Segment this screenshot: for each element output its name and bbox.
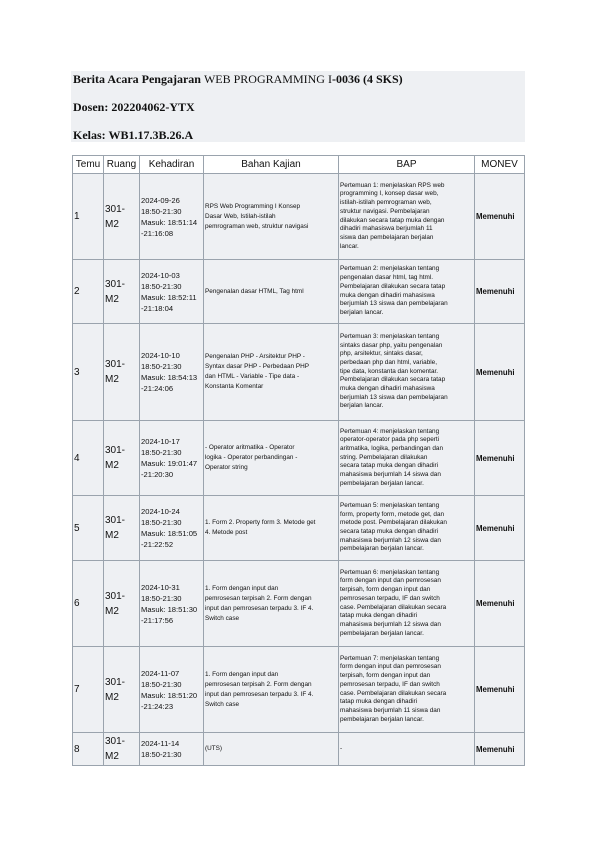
monev-status: Memenuhi bbox=[475, 324, 525, 421]
bap-line: pemrosesan terpadu, IF dan switch bbox=[340, 680, 440, 688]
bap-line: berjumlah 13 siswa dan pembelajaran bbox=[340, 300, 448, 308]
bap-line: pembelajaran berjalan lancar. bbox=[340, 545, 424, 553]
material-line: logika - Operator perbandingan - bbox=[205, 454, 298, 461]
attendance-line: 18:50-21:30 bbox=[141, 750, 182, 759]
table-row bbox=[73, 647, 525, 733]
room-cell bbox=[104, 733, 140, 766]
bap-line: Pertemuan 5: menjelaskan tentang bbox=[340, 501, 440, 509]
material-line: 4. Metode post bbox=[205, 529, 248, 536]
meeting-number: 4 bbox=[73, 421, 104, 496]
material-line: input dan pemrosesan terpadu 3. IF 4. bbox=[205, 604, 314, 612]
attendance-cell bbox=[140, 496, 204, 561]
material-cell bbox=[204, 496, 339, 561]
room-cell bbox=[104, 561, 140, 647]
attendance-line: 2024-10-10 bbox=[141, 351, 180, 360]
bap-line: siswa dan pembelajaran berjalan bbox=[340, 233, 434, 241]
bap-line: dihadiri mahasiswa berjumlah 11 bbox=[340, 225, 433, 233]
material-line: pemrosesan terpisah 2. Form dengan bbox=[205, 594, 312, 602]
bap-line: perbedaan php dan html, variable, bbox=[340, 358, 437, 366]
room-line: M2 bbox=[105, 691, 119, 703]
document-header bbox=[71, 71, 525, 142]
course-name: WEB PROGRAMMING I bbox=[203, 72, 332, 86]
material-cell bbox=[204, 421, 339, 496]
material-line: 1. Form dengan input dan bbox=[205, 584, 279, 592]
bap-line: mahasiswa berjumlah 12 siswa dan bbox=[340, 536, 441, 544]
attendance-cell bbox=[140, 260, 204, 324]
monev-status: Memenuhi bbox=[475, 647, 525, 733]
material-line: (UTS) bbox=[205, 745, 223, 752]
meeting-number: 8 bbox=[73, 733, 104, 766]
bap-line: php, arsitektur, sintaks dasar, bbox=[340, 350, 423, 358]
bap-cell bbox=[339, 324, 475, 421]
room-cell bbox=[104, 260, 140, 324]
material-line: Switch case bbox=[205, 700, 240, 708]
meeting-number: 3 bbox=[73, 324, 104, 421]
bap-line: case. Pembelajaran dilakukan secara bbox=[340, 603, 447, 611]
bap-cell bbox=[339, 174, 475, 260]
bap-line: berjumlah 13 siswa dan pembelajaran bbox=[340, 393, 448, 401]
attendance-line: 18:50-21:30 bbox=[141, 593, 182, 603]
table-row bbox=[73, 421, 525, 496]
bap-line: pembelajaran berjalan lancar. bbox=[340, 479, 424, 487]
bap-line: pembelajaran berjalan lancar. bbox=[340, 715, 424, 723]
bap-line: mahasiswa berjumlah 11 siswa dan bbox=[340, 706, 441, 714]
bap-cell bbox=[339, 647, 475, 733]
room-line: M2 bbox=[105, 218, 119, 230]
attendance-line: Masuk: 18:51:20 bbox=[141, 690, 198, 700]
bap-line: berjalan lancar. bbox=[340, 402, 384, 410]
bap-line: muka dengan dihadiri mahasiswa bbox=[340, 291, 435, 299]
bap-line: tatap muka dengan dihadiri bbox=[340, 698, 418, 706]
material-line: - Operator aritmatika - Operator bbox=[205, 444, 295, 451]
bap-line: berjalan lancar. bbox=[340, 308, 384, 316]
bap-line: Pertemuan 6: menjelaskan tentang bbox=[340, 568, 440, 576]
bap-line: form dengan input dan pemrosesan bbox=[340, 663, 441, 671]
attendance-line: 2024-10-03 bbox=[141, 270, 180, 280]
material-cell bbox=[204, 733, 339, 766]
table-row bbox=[73, 174, 525, 260]
bap-cell bbox=[339, 421, 475, 496]
attendance-line: 18:50-21:30 bbox=[141, 679, 182, 689]
attendance-line: 18:50-21:30 bbox=[141, 362, 182, 371]
attendance-line: Masuk: 19:01:47 bbox=[141, 459, 198, 468]
monev-status: Memenuhi bbox=[475, 561, 525, 647]
monev-status: Memenuhi bbox=[475, 496, 525, 561]
monev-status: Memenuhi bbox=[475, 174, 525, 260]
attendance-line: Masuk: 18:54:13 bbox=[141, 373, 198, 382]
attendance-line: 2024-10-17 bbox=[141, 437, 180, 446]
room-line: M2 bbox=[105, 460, 119, 471]
material-cell bbox=[204, 260, 339, 324]
bap-line: Pertemuan 3: menjelaskan tentang bbox=[340, 332, 440, 340]
attendance-line: -21:16:08 bbox=[141, 228, 174, 238]
room-cell bbox=[104, 174, 140, 260]
room-line: 301- bbox=[105, 515, 126, 526]
bap-line: Pertemuan 4: menjelaskan tentang bbox=[340, 427, 440, 435]
material-cell bbox=[204, 174, 339, 260]
attendance-line: -21:22:52 bbox=[141, 540, 174, 549]
attendance-line: Masuk: 18:51:30 bbox=[141, 604, 198, 614]
attendance-line: Masuk: 18:51:14 bbox=[141, 217, 198, 227]
bap-line: case. Pembelajaran dilakukan secara bbox=[340, 689, 447, 697]
col-header-kehadiran: Kehadiran bbox=[140, 156, 204, 174]
bap-line: tipe data, konstanta dan komentar. bbox=[340, 367, 439, 375]
col-header-ruang: Ruang bbox=[104, 156, 140, 174]
bap-line: terpisah, form dengan input dan bbox=[340, 586, 431, 594]
attendance-table bbox=[72, 155, 525, 766]
bap-line: lancar. bbox=[340, 242, 359, 250]
attendance-line: 18:50-21:30 bbox=[141, 281, 182, 291]
bap-line: tatap muka dengan dihadiri bbox=[340, 612, 418, 620]
room-line: 301- bbox=[105, 203, 126, 215]
material-line: Switch case bbox=[205, 614, 240, 622]
attendance-line: -21:24:06 bbox=[141, 384, 174, 393]
bap-line: dilakukan secara tatap muka dengan bbox=[340, 216, 445, 224]
col-header-monev: MONEV bbox=[475, 156, 525, 174]
material-line: RPS Web Programming I Konsep bbox=[205, 202, 301, 210]
table-row bbox=[73, 260, 525, 324]
attendance-line: -21:17:56 bbox=[141, 615, 174, 625]
attendance-line: 18:50-21:30 bbox=[141, 448, 182, 457]
material-line: 1. Form dengan input dan bbox=[205, 670, 279, 678]
attendance-line: 2024-11-07 bbox=[141, 668, 180, 678]
attendance-line: -21:18:04 bbox=[141, 303, 174, 313]
bap-cell bbox=[339, 561, 475, 647]
room-line: 301- bbox=[105, 359, 126, 370]
meeting-number: 7 bbox=[73, 647, 104, 733]
room-line: M2 bbox=[105, 530, 119, 541]
room-cell bbox=[104, 324, 140, 421]
material-line: Syntax dasar PHP - Perbedaan PHP bbox=[205, 363, 309, 370]
bap-line: Pembelajaran dilakukan secara tatap bbox=[340, 376, 446, 384]
room-line: M2 bbox=[105, 751, 119, 762]
room-line: 301- bbox=[105, 445, 126, 456]
material-line: pemrosesan terpisah 2. Form dengan bbox=[205, 680, 312, 688]
monev-status: Memenuhi bbox=[475, 260, 525, 324]
table-row bbox=[73, 733, 525, 766]
attendance-cell bbox=[140, 647, 204, 733]
bap-line: form dengan input dan pemrosesan bbox=[340, 577, 441, 585]
bap-line: Pertemuan 7: menjelaskan tentang bbox=[340, 654, 440, 662]
bap-cell bbox=[339, 260, 475, 324]
course-code: -0036 (4 SKS) bbox=[331, 72, 403, 86]
attendance-line: 18:50-21:30 bbox=[141, 206, 182, 216]
bap-line: mahasiswa berjumlah 14 siswa dan bbox=[340, 471, 441, 479]
material-cell bbox=[204, 647, 339, 733]
table-row bbox=[73, 561, 525, 647]
attendance-line: Masuk: 18:52:11 bbox=[141, 292, 197, 302]
table-header-row bbox=[73, 156, 525, 174]
material-line: Pengenalan dasar HTML, Tag html bbox=[205, 287, 304, 295]
material-line: Operator string bbox=[205, 464, 248, 471]
attendance-line: -21:20:30 bbox=[141, 470, 174, 479]
bap-line: form, property form, metode get, dan bbox=[340, 510, 445, 518]
room-line: M2 bbox=[105, 605, 119, 617]
room-cell bbox=[104, 647, 140, 733]
meeting-number: 6 bbox=[73, 561, 104, 647]
attendance-line: 2024-09-26 bbox=[141, 195, 180, 205]
room-line: 301- bbox=[105, 676, 126, 688]
attendance-cell bbox=[140, 733, 204, 766]
bap-cell bbox=[339, 496, 475, 561]
bap-line: - bbox=[340, 744, 343, 752]
bap-cell bbox=[339, 733, 475, 766]
material-cell bbox=[204, 324, 339, 421]
meeting-number: 1 bbox=[73, 174, 104, 260]
bap-line: struktur navigasi. Pembelajaran bbox=[340, 207, 430, 215]
attendance-line: 2024-10-24 bbox=[141, 507, 180, 516]
bap-line: string. Pembelajaran dilakukan bbox=[340, 453, 428, 461]
bap-line: metode post. Pembelajaran dilakukan bbox=[340, 519, 447, 527]
bap-line: secara tatap muka dengan dihadiri bbox=[340, 462, 439, 470]
attendance-line: Masuk: 18:51:05 bbox=[141, 529, 198, 538]
bap-line: Pertemuan 2: menjelaskan tentang bbox=[340, 265, 440, 273]
bap-line: pembelajaran berjalan lancar. bbox=[340, 629, 424, 637]
attendance-line: 2024-11-14 bbox=[141, 739, 180, 748]
material-line: 1. Form 2. Property form 3. Metode get bbox=[205, 519, 316, 526]
bap-line: aritmatika, logika, perbandingan dan bbox=[340, 444, 444, 452]
room-line: 301- bbox=[105, 278, 126, 290]
monev-status: Memenuhi bbox=[475, 421, 525, 496]
bap-line: Pertemuan 1: menjelaskan RPS web bbox=[340, 181, 445, 189]
lecturer-line: Dosen: 202204062-YTX bbox=[73, 100, 195, 114]
title-prefix: Berita Acara Pengajaran bbox=[73, 72, 201, 86]
meeting-number: 5 bbox=[73, 496, 104, 561]
attendance-cell bbox=[140, 421, 204, 496]
material-line: Dasar Web, Istilah-istilah bbox=[205, 212, 276, 220]
class-line: Kelas: WB1.17.3B.26.A bbox=[73, 128, 194, 142]
room-cell bbox=[104, 496, 140, 561]
bap-line: muka dengan dihadiri mahasiswa bbox=[340, 385, 435, 393]
room-line: M2 bbox=[105, 293, 119, 305]
material-line: pemrograman web, struktur navigasi bbox=[205, 222, 309, 230]
bap-line: programming I, konsep dasar web, bbox=[340, 190, 439, 198]
attendance-cell bbox=[140, 324, 204, 421]
attendance-line: -21:24:23 bbox=[141, 701, 174, 711]
table-row bbox=[73, 496, 525, 561]
room-cell bbox=[104, 421, 140, 496]
material-line: input dan pemrosesan terpadu 3. IF 4. bbox=[205, 690, 314, 698]
room-line: M2 bbox=[105, 374, 119, 385]
bap-line: pemrosesan terpadu, IF dan switch bbox=[340, 594, 440, 602]
document-title bbox=[73, 72, 403, 87]
bap-line: pengenalan dasar html, tag html. bbox=[340, 274, 434, 282]
bap-line: secara tatap muka dengan dihadiri bbox=[340, 528, 439, 535]
bap-line: Pembelajaran dilakukan secara tatap bbox=[340, 282, 446, 290]
attendance-line: 18:50-21:30 bbox=[141, 518, 182, 527]
table-body bbox=[73, 174, 525, 766]
attendance-cell bbox=[140, 174, 204, 260]
bap-line: sintaks dasar php, yaitu pengenalan bbox=[340, 341, 443, 349]
bap-line: operator-operator pada php seperti bbox=[340, 436, 440, 444]
col-header-temu: Temu bbox=[73, 156, 104, 174]
attendance-line: 2024-10-31 bbox=[141, 582, 180, 592]
room-line: 301- bbox=[105, 590, 126, 602]
meeting-number: 2 bbox=[73, 260, 104, 324]
material-cell bbox=[204, 561, 339, 647]
table-row bbox=[73, 324, 525, 421]
bap-line: terpisah, form dengan input dan bbox=[340, 672, 431, 680]
col-header-bahan-kajian: Bahan Kajian bbox=[204, 156, 339, 174]
bap-line: istilah-istilah pemrograman web, bbox=[340, 199, 432, 207]
col-header-bap: BAP bbox=[339, 156, 475, 174]
material-line: dan HTML - Variable - Tipe data - bbox=[205, 373, 300, 380]
bap-line: mahasiswa berjumlah 12 siswa dan bbox=[340, 620, 441, 628]
material-line: Pengenalan PHP - Arsitektur PHP - bbox=[205, 353, 305, 360]
material-line: Konstanta Komentar bbox=[205, 383, 264, 390]
attendance-cell bbox=[140, 561, 204, 647]
monev-status: Memenuhi bbox=[475, 733, 525, 766]
room-line: 301- bbox=[105, 736, 126, 747]
